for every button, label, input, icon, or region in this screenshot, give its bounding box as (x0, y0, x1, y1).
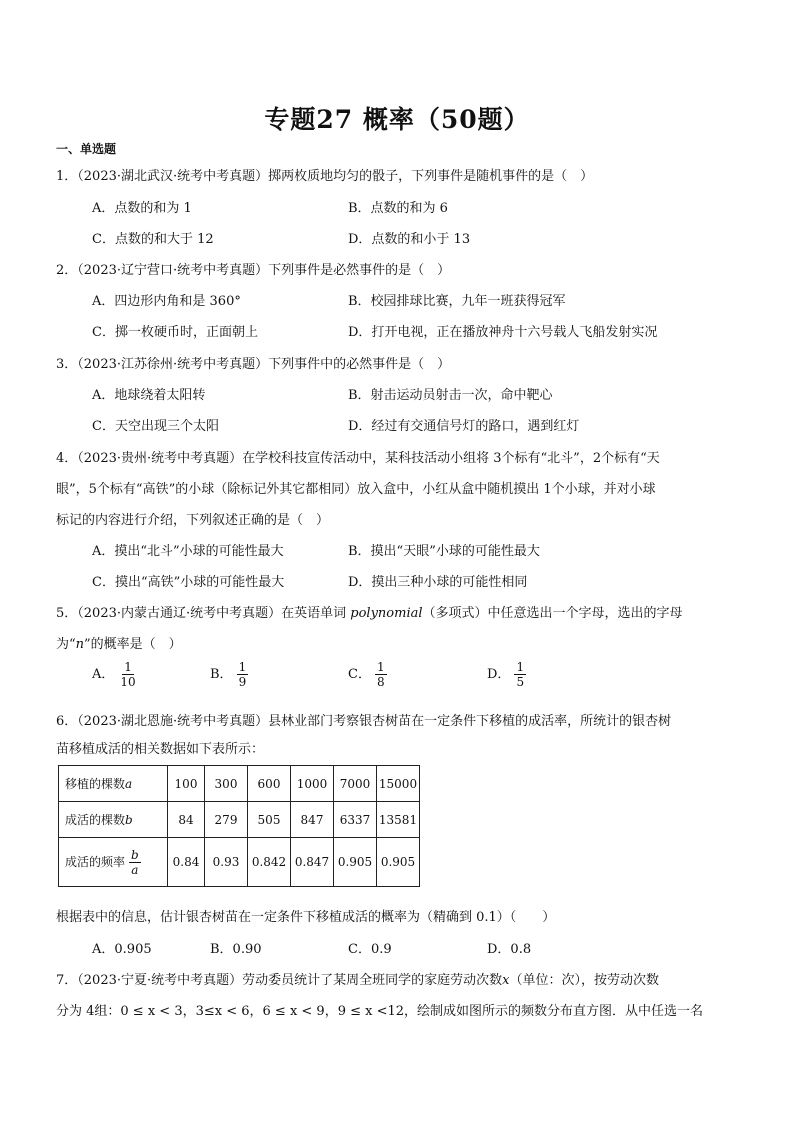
q5-stem-part-c: 为“ (56, 637, 76, 652)
table-cell: 13581 (377, 802, 420, 838)
frequency-fraction (129, 848, 141, 877)
table-cell: 600 (248, 766, 291, 802)
q5-stem-part-a: 5．（2023·内蒙古通辽·统考中考真题）在英语单词 (56, 606, 351, 621)
fraction-denominator: 8 (376, 675, 385, 689)
question-3-stem: 3．（2023·江苏徐州·统考中考真题）下列事件中的必然事件是（ ） (56, 357, 451, 372)
q5-option-b (210, 660, 248, 689)
seedling-data-table (58, 765, 420, 887)
q5-letter: n (75, 637, 85, 652)
question-4-stem-line3: 标记的内容进行介绍，下列叙述正确的是（ ） (56, 513, 330, 528)
fraction-denominator: 9 (238, 675, 247, 689)
table-cell: 0.905 (334, 838, 377, 887)
q5-option-a (92, 660, 138, 689)
row-label: 成活的棵数 (65, 813, 126, 827)
q5-word: polynomial (350, 606, 423, 621)
table-cell: 100 (168, 766, 205, 802)
q5-option-a-label: A． (92, 667, 115, 682)
question-5-stem-line1 (56, 602, 683, 621)
q7-stem-part-a: 7．（2023·宁夏·统考中考真题）劳动委员统计了某周全班同学的家庭劳动次数 (56, 973, 503, 988)
table-cell: 6337 (334, 802, 377, 838)
question-6-stem-line1: 6．（2023·湖北恩施·统考中考真题）县林业部门考察银杏树苗在一定条件下移植的成活率，所统计的银杏树 (56, 714, 672, 729)
row-header-transplanted (59, 766, 168, 802)
table-cell: 84 (168, 802, 205, 838)
q5-option-c-fraction (375, 660, 387, 689)
table-cell: 279 (205, 802, 248, 838)
row-header-survived (59, 802, 168, 838)
table-cell: 7000 (334, 766, 377, 802)
q7-variable: x (502, 973, 510, 988)
q4-option-d: D．摸出三种小球的可能性相同 (348, 575, 528, 590)
table-cell: 15000 (377, 766, 420, 802)
table-cell: 0.842 (248, 838, 291, 887)
q3-option-d: D．经过有交通信号灯的路口，遇到红灯 (348, 419, 580, 434)
q6-option-b: B．0.90 (210, 942, 262, 957)
question-5-stem-line2 (56, 633, 182, 652)
table-cell: 0.93 (205, 838, 248, 887)
q7-stem-part-b: （单位：次），按劳动次数 (509, 973, 659, 988)
section-heading: 一、单选题 (56, 142, 117, 156)
table-cell: 300 (205, 766, 248, 802)
q6-option-a: A．0.905 (92, 942, 152, 957)
q5-option-b-fraction (237, 660, 249, 689)
question-6-followup: 根据表中的信息，估计银杏树苗在一定条件下移植成活的概率为（精确到 0.1）（ ） (56, 910, 556, 925)
row-label: 移植的棵数 (65, 777, 126, 791)
table-row (59, 802, 420, 838)
fraction-denominator: a (131, 862, 139, 877)
q4-option-a: A．摸出“北斗”小球的可能性最大 (92, 544, 284, 559)
q1-option-d: D．点数的和小于 13 (348, 232, 471, 247)
table-row (59, 838, 420, 887)
q1-option-b: B．点数的和为 6 (348, 201, 448, 216)
question-4-stem-line1: 4．（2023·贵州·统考中考真题）在学校科技宣传活动中，某科技活动小组将 3个标有“北斗”，2个标有“天 (56, 451, 660, 466)
q4-option-b: B．摸出“天眼”小球的可能性最大 (348, 544, 540, 559)
q5-option-c-label: C． (348, 667, 371, 682)
fraction-denominator: 10 (120, 675, 136, 689)
question-2-stem: 2．（2023·辽宁营口·统考中考真题）下列事件是必然事件的是（ ） (56, 263, 451, 278)
fraction-numerator: 1 (124, 660, 132, 674)
table-cell: 0.905 (377, 838, 420, 887)
fraction-numerator: 1 (238, 660, 247, 674)
table-row (59, 766, 420, 802)
q2-option-c: C．掷一枚硬币时，正面朝上 (92, 325, 258, 340)
table-cell: 505 (248, 802, 291, 838)
table-cell: 1000 (291, 766, 334, 802)
q1-option-c: C．点数的和大于 12 (92, 232, 214, 247)
q5-stem-part-b: （多项式）中任意选出一个字母，选出的字母 (422, 606, 683, 621)
q3-option-b: B．射击运动员射击一次，命中靶心 (348, 388, 553, 403)
q5-option-d (487, 660, 526, 689)
table-cell: 847 (291, 802, 334, 838)
q3-option-c: C．天空出现三个太阳 (92, 419, 219, 434)
question-6-stem-line2: 苗移植成活的相关数据如下表所示： (56, 742, 265, 757)
fraction-numerator: b (131, 847, 139, 862)
q5-stem-part-d: ”的概率是（ ） (84, 637, 182, 652)
row-label: 成活的频率 (65, 854, 126, 869)
q3-option-a: A．地球绕着太阳转 (92, 388, 206, 403)
row-header-frequency (59, 838, 168, 887)
row-variable: b (125, 813, 133, 827)
q5-option-a-fraction (118, 660, 137, 689)
q2-option-a: A．四边形内角和是 360° (92, 294, 241, 309)
q5-option-c (348, 660, 387, 689)
fraction-numerator: 1 (516, 660, 525, 674)
q6-option-c: C．0.9 (348, 942, 392, 957)
row-variable: a (125, 777, 133, 791)
q6-option-d: D．0.8 (487, 942, 532, 957)
table-cell: 0.847 (291, 838, 334, 887)
q5-option-d-fraction (514, 660, 526, 689)
page-title: 专题27 概率（50题） (264, 105, 530, 134)
fraction-denominator: 5 (516, 675, 525, 689)
question-1-stem: 1．（2023·湖北武汉·统考中考真题）掷两枚质地均匀的骰子，下列事件是随机事件的是（ ） (56, 169, 594, 184)
q4-option-c: C．摸出“高铁”小球的可能性最大 (92, 575, 285, 590)
q1-option-a: A．点数的和为 1 (92, 201, 192, 216)
fraction-numerator: 1 (376, 660, 385, 674)
table-cell: 0.84 (168, 838, 205, 887)
q2-option-b: B．校园排球比赛，九年一班获得冠军 (348, 294, 566, 309)
q5-option-b-label: B． (210, 667, 233, 682)
question-4-stem-line2: 眼”，5个标有“高铁”的小球（除标记外其它都相同）放入盒中，小红从盒中随机摸出 1个小球，并对小球 (56, 482, 656, 497)
q2-option-d: D．打开电视，正在播放神舟十六号载人飞船发射实况 (348, 325, 658, 340)
question-7-stem-line2: 分为 4组：0 ≤ x < 3，3≤x < 6，6 ≤ x < 9，9 ≤ x <12，绘制成如图所示的频数分布直方图．从中任选一名 (56, 1004, 704, 1019)
q5-option-d-label: D． (487, 667, 511, 682)
question-7-stem-line1 (56, 969, 659, 988)
